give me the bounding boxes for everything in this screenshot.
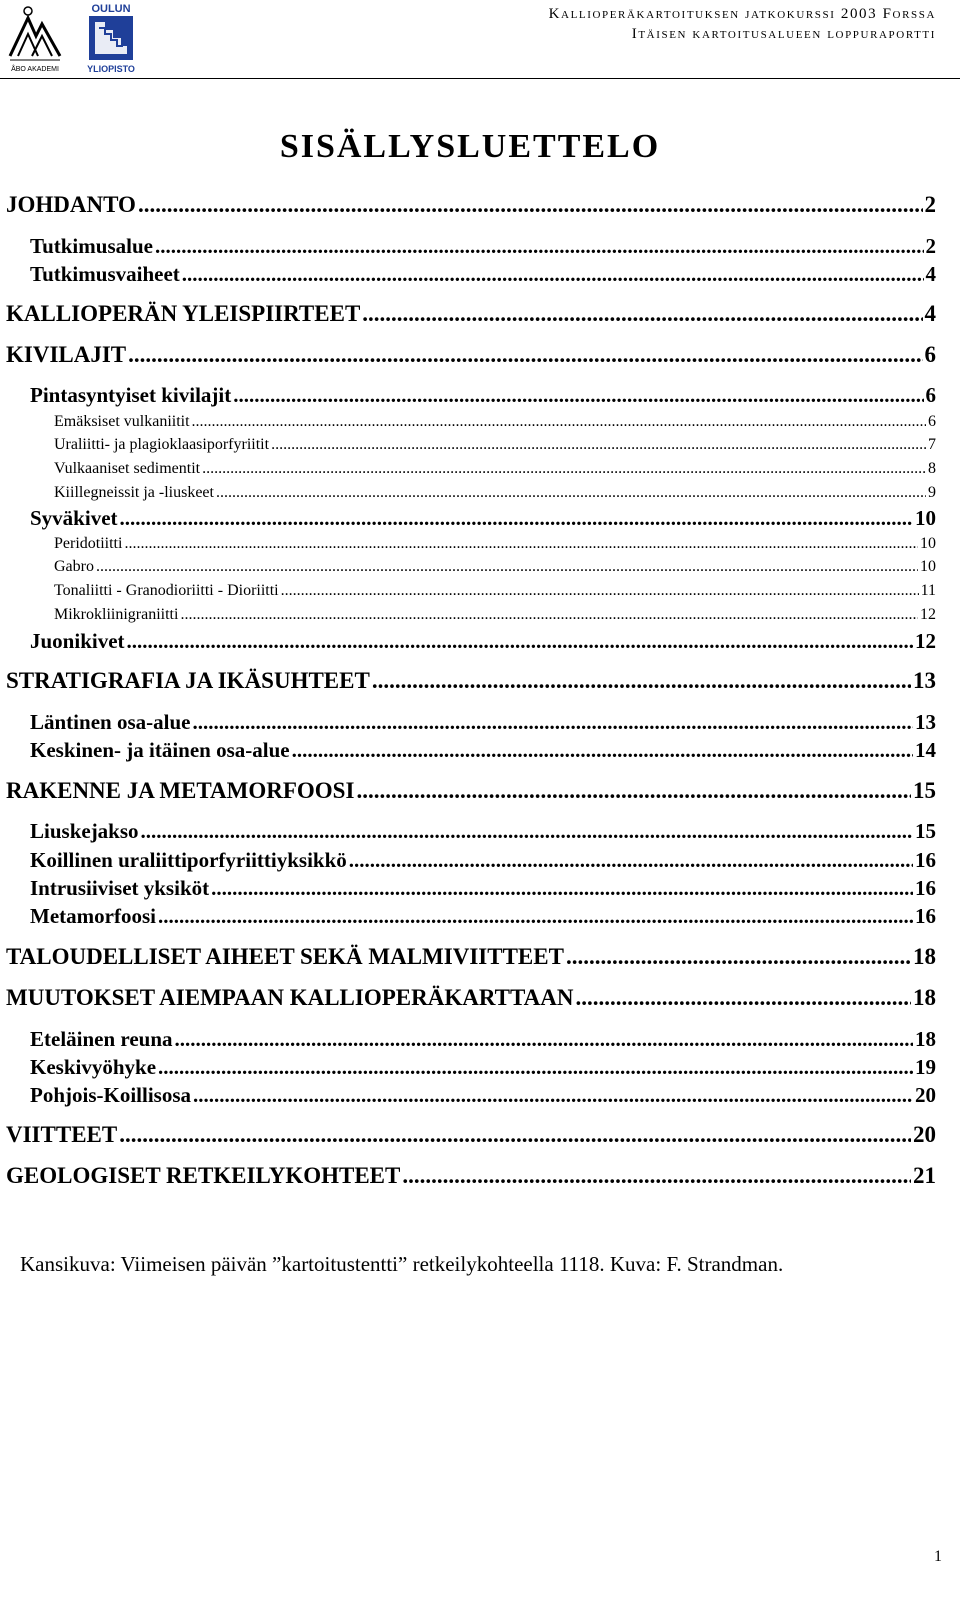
toc-entry[interactable]: Eteläinen reuna ..... 18 (30, 1027, 936, 1052)
toc-entry[interactable]: Keskinen- ja itäinen osa-alue ..... 14 (30, 738, 936, 763)
toc-entry[interactable]: RAKENNE JA METAMORFOOSI ..... 15 (6, 778, 936, 804)
toc-entry[interactable]: Pintasyntyiset kivilajit ..... 6 (30, 383, 936, 408)
toc-entry[interactable]: KALLIOPERÄN YLEISPIIRTEET ..... 4 (6, 301, 936, 327)
toc-entry[interactable]: VIITTEET ..... 20 (6, 1122, 936, 1148)
toc-entry[interactable]: Vulkaaniset sedimentit ..... 8 (54, 460, 936, 478)
toc-entry[interactable]: Intrusiiviset yksiköt ..... 16 (30, 876, 936, 901)
toc-entry[interactable]: MUUTOKSET AIEMPAAN KALLIOPERÄKARTTAAN ..... 18 (6, 985, 936, 1011)
toc-title: SISÄLLYSLUETTELO (279, 128, 661, 165)
toc-entry[interactable]: Keskivyöhyke ..... 19 (30, 1055, 936, 1080)
toc-entry[interactable]: Pohjois-Koillisosa ..... 20 (30, 1083, 936, 1108)
svg-text:ÅBO AKADEMI: ÅBO AKADEMI (11, 66, 59, 73)
toc-entry[interactable]: Juonikivet ..... 12 (30, 629, 936, 654)
header-line-2: Itäisen kartoitusalueen loppuraportti (631, 26, 936, 42)
page-number: 1 (934, 1548, 942, 1565)
toc-entry[interactable]: Peridotiitti ..... 10 (54, 535, 936, 553)
toc-entry[interactable]: Tutkimusalue ..... 2 (30, 234, 936, 259)
toc-entry[interactable]: JOHDANTO ..... 2 (6, 192, 936, 218)
toc-entry[interactable]: Uraliitti- ja plagioklaasiporfyriitit ..... 7 (54, 436, 936, 454)
toc-entry[interactable]: Tutkimusvaiheet ..... 4 (30, 262, 936, 287)
toc-entry[interactable]: Läntinen osa-alue ..... 13 (30, 710, 936, 735)
toc-entry[interactable]: Koillinen uraliittiporfyriittiyksikkö ..... 16 (30, 848, 936, 873)
page-header (0, 0, 960, 78)
toc-entry[interactable]: Gabro ..... 10 (54, 558, 936, 576)
toc-entry[interactable]: STRATIGRAFIA JA IKÄSUHTEET ..... 13 (6, 668, 936, 694)
header-rule (0, 78, 960, 79)
toc-entry[interactable]: Kiillegneissit ja -liuskeet ..... 9 (54, 484, 936, 502)
svg-text:YLIOPISTO: YLIOPISTO (87, 64, 135, 74)
toc-entry[interactable]: Liuskejakso ..... 15 (30, 819, 936, 844)
header-text (549, 4, 936, 44)
cover-caption: Kansikuva: Viimeisen päivän ”kartoitustentti” retkeilykohteella 1118. Kuva: F. Strandman. (20, 1252, 784, 1276)
oulun-yliopisto-logo (85, 2, 137, 74)
toc-entry[interactable]: Syväkivet ..... 10 (30, 506, 936, 531)
toc-entry[interactable]: TALOUDELLISET AIHEET SEKÄ MALMIVIITTEET ..... 18 (6, 944, 936, 970)
toc-entry[interactable]: Tonaliitti - Granodioriitti - Dioriitti ..... 11 (54, 582, 936, 600)
abo-akademi-logo (6, 4, 64, 74)
toc-entry[interactable]: KIVILAJIT ..... 6 (6, 342, 936, 368)
toc-entry[interactable]: Metamorfoosi ..... 16 (30, 904, 936, 929)
toc-entry[interactable]: Mikrokliinigraniitti ..... 12 (54, 606, 936, 624)
svg-text:OULUN: OULUN (91, 3, 131, 15)
header-line-1: Kallioperäkartoituksen jatkokurssi 2003 Forssa (548, 6, 936, 22)
toc-entry[interactable]: Emäksiset vulkaniitit ..... 6 (54, 413, 936, 431)
toc-entry[interactable]: GEOLOGISET RETKEILYKOHTEET ..... 21 (6, 1163, 936, 1189)
